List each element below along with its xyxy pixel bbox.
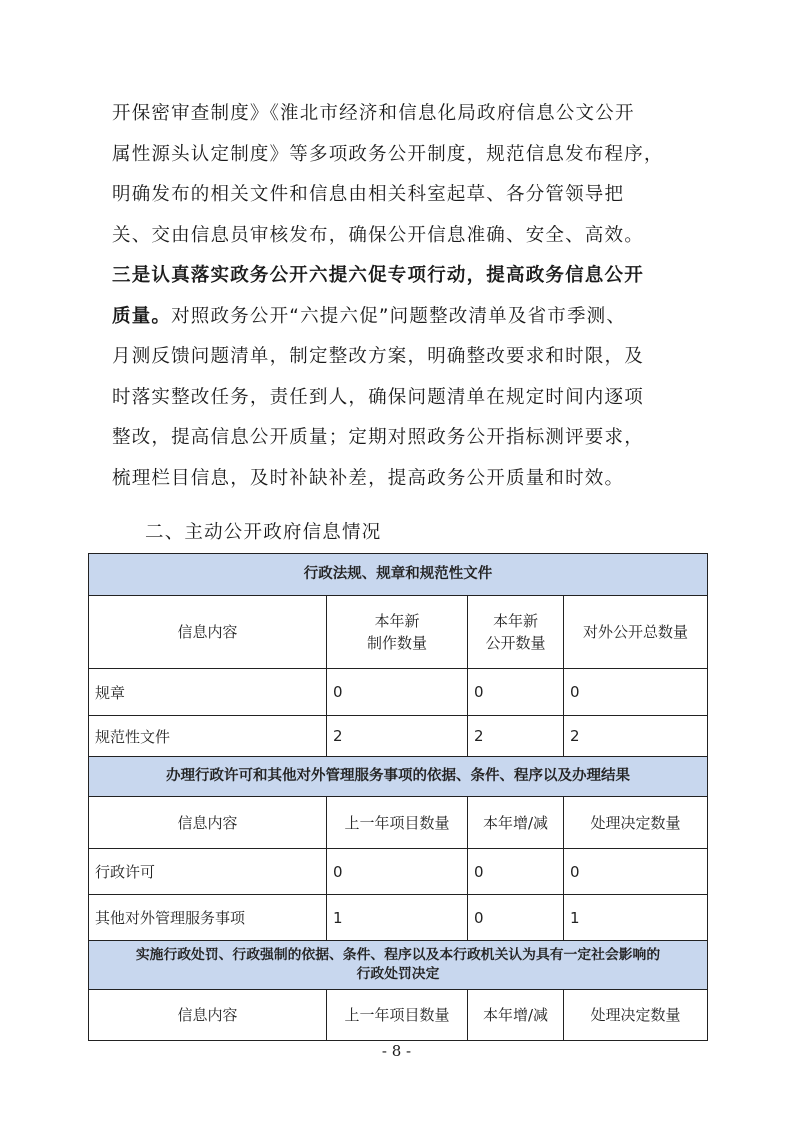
paragraph-line: 月测反馈问题清单，制定整改方案，明确整改要求和时限，及 — [112, 346, 644, 367]
cell-value: 0 — [327, 849, 468, 895]
paragraph-line: 整改，提高信息公开质量；定期对照政务公开指标测评要求， — [112, 427, 644, 448]
cell-value: 0 — [564, 849, 708, 895]
table-column-header-row — [89, 990, 708, 1041]
column-header-line: 公开数量 — [485, 634, 546, 652]
cell-value: 1 — [327, 895, 468, 941]
column-header: 上一年项目数量 — [327, 797, 468, 849]
column-header: 本年增/减 — [468, 990, 564, 1041]
section-heading: 二、主动公开政府信息情况 — [145, 522, 382, 543]
row-label: 规范性文件 — [89, 716, 327, 757]
section-header — [89, 941, 708, 990]
column-header — [327, 596, 468, 669]
column-header: 信息内容 — [89, 596, 327, 669]
paragraph-text: 对照政务公开“六提六促”问题整改清单及省市季测、 — [171, 305, 627, 327]
body-paragraph — [112, 94, 692, 499]
column-header: 对外公开总数量 — [564, 596, 708, 669]
section-header: 办理行政许可和其他对外管理服务事项的依据、条件、程序以及办理结果 — [89, 757, 708, 797]
paragraph-line-bold: 三是认真落实政务公开六提六促专项行动，提高政务信息公开 — [112, 265, 644, 286]
row-label: 规章 — [89, 669, 327, 716]
paragraph-line: 关、交由信息员审核发布，确保公开信息准确、安全、高效。 — [112, 224, 644, 246]
cell-value: 2 — [564, 716, 708, 757]
cell-value: 0 — [468, 895, 564, 941]
cell-value: 0 — [327, 669, 468, 716]
section-header: 行政法规、规章和规范性文件 — [89, 554, 708, 596]
table-column-header-row — [89, 797, 708, 849]
cell-value: 0 — [564, 669, 708, 716]
paragraph-line: 明确发布的相关文件和信息由相关科室起草、各分管领导把 — [112, 184, 625, 205]
section-header-line: 行政处罚决定 — [356, 966, 440, 982]
column-header: 处理决定数量 — [564, 990, 708, 1041]
table-row — [89, 895, 708, 941]
paragraph-line: 时落实整改任务，责任到人，确保问题清单在规定时间内逐项 — [112, 386, 644, 408]
page-number: - 8 - — [381, 1042, 412, 1060]
paragraph-line: 属性源头认定制度》等多项政务公开制度，规范信息发布程序， — [112, 143, 664, 165]
column-header: 上一年项目数量 — [327, 990, 468, 1041]
cell-value: 0 — [468, 849, 564, 895]
row-label: 其他对外管理服务事项 — [89, 895, 327, 941]
cell-value: 2 — [327, 716, 468, 757]
paragraph-line: 开保密审查制度》《淮北市经济和信息化局政府信息公文公开 — [112, 103, 635, 124]
column-header: 本年增/减 — [468, 797, 564, 849]
column-header: 处理决定数量 — [564, 797, 708, 849]
disclosure-table — [88, 553, 708, 1041]
column-header — [468, 596, 564, 669]
table-row — [89, 716, 708, 757]
table-row — [89, 849, 708, 895]
table-section-header-row — [89, 757, 708, 797]
paragraph-lead-bold: 质量。 — [112, 305, 172, 327]
paragraph-line — [112, 297, 692, 338]
paragraph-line: 梳理栏目信息，及时补缺补差，提高政务公开质量和时效。 — [112, 467, 625, 489]
cell-value: 0 — [468, 669, 564, 716]
cell-value: 2 — [468, 716, 564, 757]
column-header: 信息内容 — [89, 797, 327, 849]
column-header-line: 本年新 — [492, 612, 538, 630]
column-header-line: 制作数量 — [366, 634, 427, 652]
row-label: 行政许可 — [89, 849, 327, 895]
section-header-line: 实施行政处罚、行政强制的依据、条件、程序以及本行政机关认为具有一定社会影响的 — [135, 947, 661, 963]
column-header-line: 本年新 — [374, 612, 420, 630]
column-header: 信息内容 — [89, 990, 327, 1041]
table-row — [89, 669, 708, 716]
cell-value: 1 — [564, 895, 708, 941]
table-column-header-row — [89, 596, 708, 669]
table-section-header-row — [89, 941, 708, 990]
table-section-header-row — [89, 554, 708, 596]
